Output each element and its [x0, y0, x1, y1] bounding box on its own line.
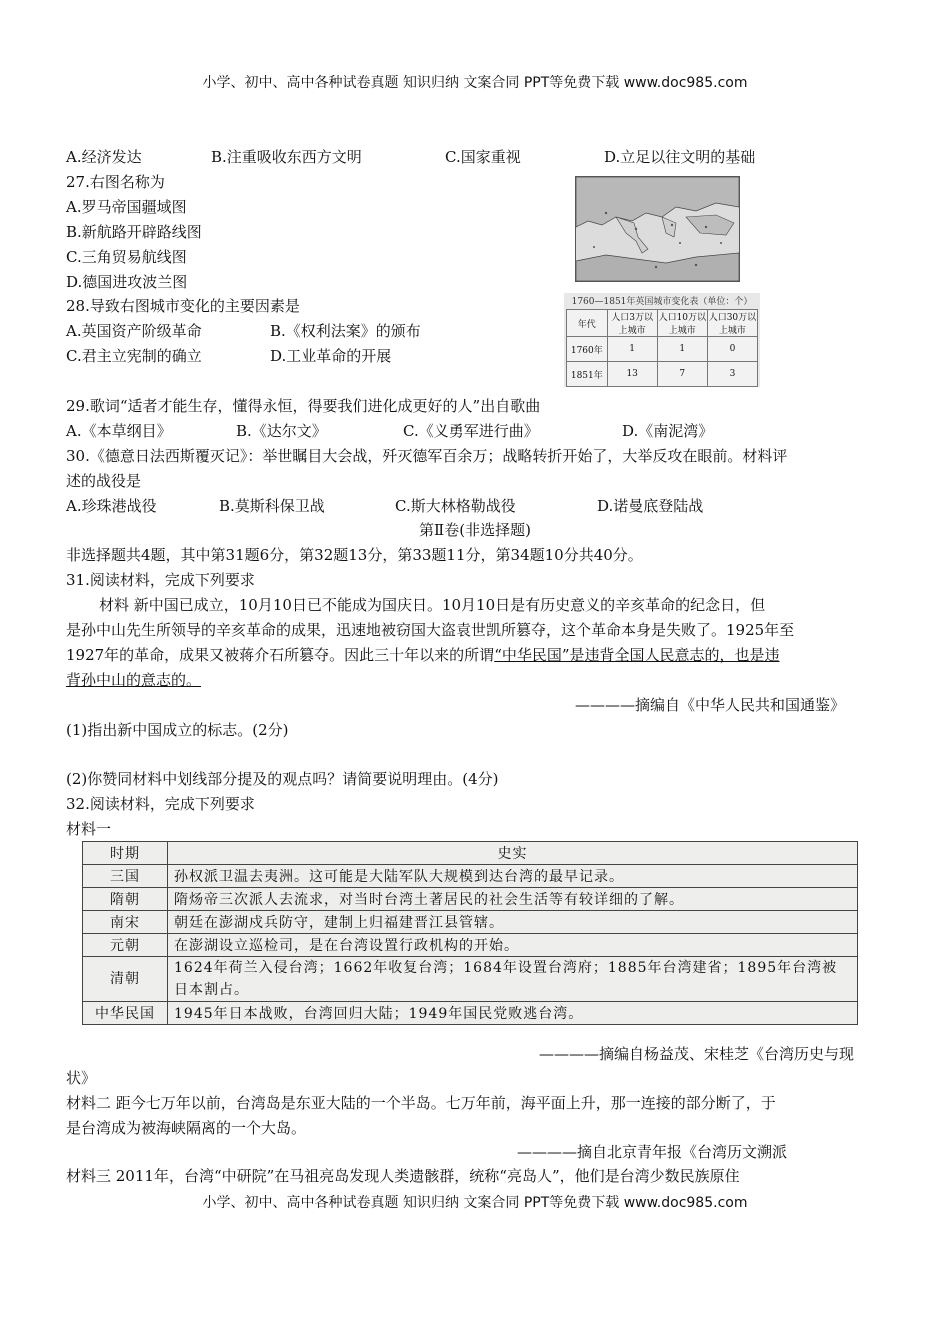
taiwan-table-period: 南宋: [83, 911, 168, 934]
city-table-cell: 3: [707, 362, 757, 387]
taiwan-table-fact: 1624年荷兰入侵台湾；1662年收复台湾；1684年设置台湾府；1885年台湾建省；1895年台湾被日本割占。: [168, 957, 858, 1002]
q30-stem-line1: 30.《德意日法西斯覆灭记》：举世瞩目大会战，歼灭德军百余万；战略转折开始了，大举反攻在眼前。材料评: [66, 447, 788, 465]
q28-option-a: A.英国资产阶级革命: [66, 322, 202, 340]
city-table-cell: 13: [607, 362, 657, 387]
q27-option-a: A.罗马帝国疆域图: [66, 198, 187, 216]
taiwan-table-row: [83, 934, 858, 957]
q32-source1-line2: 状》: [66, 1069, 97, 1087]
q31-stem: 31.阅读材料，完成下列要求: [66, 571, 255, 589]
city-table-cell: 1: [607, 337, 657, 362]
taiwan-table-fact: 在澎湖设立巡检司，是在台湾设置行政机构的开始。: [168, 934, 858, 957]
q31-underlined-text: “中华民国”是违背全国人民意志的，也是违: [494, 646, 780, 664]
q26-option-a: A.经济发达: [66, 148, 142, 166]
q31-sub-question-1: (1)指出新中国成立的标志。(2分): [66, 721, 289, 739]
q29-option-b: B.《达尔文》: [236, 422, 327, 440]
city-table-row: [567, 362, 758, 387]
q31-line3-text: 1927年的革命，成果又被蒋介石所篡夺。因此三十年以来的所谓: [66, 646, 495, 664]
city-table-cell: 7: [657, 362, 707, 387]
taiwan-table-fact: 隋炀帝三次派人去流求，对当时台湾土著居民的社会生活等有较详细的了解。: [168, 888, 858, 911]
q30-option-b: B.莫斯科保卫战: [219, 497, 325, 515]
q26-option-b: B.注重吸收东西方文明: [211, 148, 362, 166]
q31-material-line2: 是孙中山先生所领导的辛亥革命的成果，迅速地被窃国大盗袁世凯所篡夺，这个革命本身是失败了。1925年至: [66, 621, 795, 639]
page-header: 小学、初中、高中各种试卷真题 知识归纳 文案合同 PPT等免费下载 www.doc985.com: [202, 75, 748, 91]
taiwan-table-header: 时期: [83, 842, 168, 865]
city-table-cell: 1760年: [567, 337, 608, 362]
q31-material-line4: 背孙中山的意志的。: [66, 671, 202, 689]
taiwan-history-table: [82, 841, 858, 1025]
city-table-cell: 1: [657, 337, 707, 362]
q29-option-d: D.《南泥湾》: [622, 422, 714, 440]
taiwan-table-fact: 朝廷在澎湖戍兵防守，建制上归福建晋江县管辖。: [168, 911, 858, 934]
q32-material2-line1: 材料二 距今七万年以前，台湾岛是东亚大陆的一个半岛。七万年前，海平面上升，那一连接的部分断了，于: [66, 1094, 776, 1112]
q28-option-c: C.君主立宪制的确立: [66, 347, 202, 365]
q32-source2: ————摘自北京青年报《台湾历文溯派: [517, 1143, 788, 1161]
q26-option-c: C.国家重视: [445, 148, 521, 166]
q32-stem: 32.阅读材料，完成下列要求: [66, 795, 255, 813]
q32-material3-line1: 材料三 2011年，台湾“中研院”在马祖亮岛发现人类遗骸群，统称“亮岛人”，他们是台湾少数民族原住: [66, 1167, 740, 1185]
part2-title: 第Ⅱ卷(非选择题): [419, 521, 531, 539]
taiwan-table-period: 清朝: [83, 957, 168, 1002]
taiwan-table-row: [83, 865, 858, 888]
city-table-header: 年代: [567, 310, 608, 337]
q27-option-c: C.三角贸易航线图: [66, 248, 187, 266]
city-change-table: [564, 293, 760, 387]
city-table-cell: 1851年: [567, 362, 608, 387]
q32-material1-label: 材料一: [66, 820, 112, 838]
city-table-header-row: [567, 310, 758, 337]
roman-empire-map-icon: [575, 176, 740, 282]
q30-option-a: A.珍珠港战役: [66, 497, 157, 515]
taiwan-table-fact: 1945年日本战败，台湾回归大陆；1949年国民党败逃台湾。: [168, 1002, 858, 1025]
q29-option-a: A.《本草纲目》: [66, 422, 172, 440]
q32-material2-line2: 是台湾成为被海峡隔离的一个大岛。: [66, 1119, 307, 1137]
taiwan-table-period: 三国: [83, 865, 168, 888]
q30-option-d: D.诺曼底登陆战: [597, 497, 704, 515]
city-table-cell: 0: [707, 337, 757, 362]
taiwan-table-header: 史实: [168, 842, 858, 865]
city-table-header: 人口30万以上城市: [707, 310, 757, 337]
q26-option-d: D.立足以往文明的基础: [604, 148, 756, 166]
q27-option-b: B.新航路开辟路线图: [66, 223, 202, 241]
q27-option-d: D.德国进攻波兰图: [66, 273, 188, 291]
taiwan-table-period: 中华民国: [83, 1002, 168, 1025]
q31-material-line3: [66, 645, 780, 665]
q28-option-b: B.《权利法案》的颁布: [270, 322, 421, 340]
q31-sub-question-2: (2)你赞同材料中划线部分提及的观点吗？请简要说明理由。(4分): [66, 770, 499, 788]
q29-stem: 29.歌词“适者才能生存，懂得永恒，得要我们进化成更好的人”出自歌曲: [66, 397, 541, 415]
page-footer: 小学、初中、高中各种试卷真题 知识归纳 文案合同 PPT等免费下载 www.doc985.com: [202, 1195, 748, 1211]
q31-material-line1: 材料 新中国已成立，10月10日已不能成为国庆日。10月10日是有历史意义的辛亥革命的纪念日，但: [99, 596, 766, 614]
taiwan-table-header-row: [83, 842, 858, 865]
q31-source: ————摘编自《中华人民共和国通鉴》: [575, 696, 846, 714]
taiwan-table-row: [83, 888, 858, 911]
city-table-header: 人口3万以上城市: [607, 310, 657, 337]
q27-stem: 27.右图名称为: [66, 173, 165, 191]
taiwan-table-period: 元朝: [83, 934, 168, 957]
city-table-row: [567, 337, 758, 362]
q30-option-c: C.斯大林格勒战役: [395, 497, 516, 515]
q30-stem-line2: 述的战役是: [66, 472, 142, 490]
city-table-title: 1760—1851年英国城市变化表（单位：个）: [571, 297, 753, 307]
q28-stem: 28.导致右图城市变化的主要因素是: [66, 297, 300, 315]
taiwan-table-row: [83, 1002, 858, 1025]
part2-note: 非选择题共4题，其中第31题6分，第32题13分，第33题11分，第34题10分共40分。: [66, 546, 643, 564]
q29-option-c: C.《义勇军进行曲》: [403, 422, 539, 440]
q28-option-d: D.工业革命的开展: [270, 347, 392, 365]
q32-source1-line1: ————摘编自杨益茂、宋桂芝《台湾历史与现: [539, 1045, 855, 1063]
taiwan-table-period: 隋朝: [83, 888, 168, 911]
city-table-header: 人口10万以上城市: [657, 310, 707, 337]
taiwan-table-fact: 孙权派卫温去夷洲。这可能是大陆军队大规模到达台湾的最早记录。: [168, 865, 858, 888]
taiwan-table-row: [83, 957, 858, 1002]
taiwan-table-row: [83, 911, 858, 934]
